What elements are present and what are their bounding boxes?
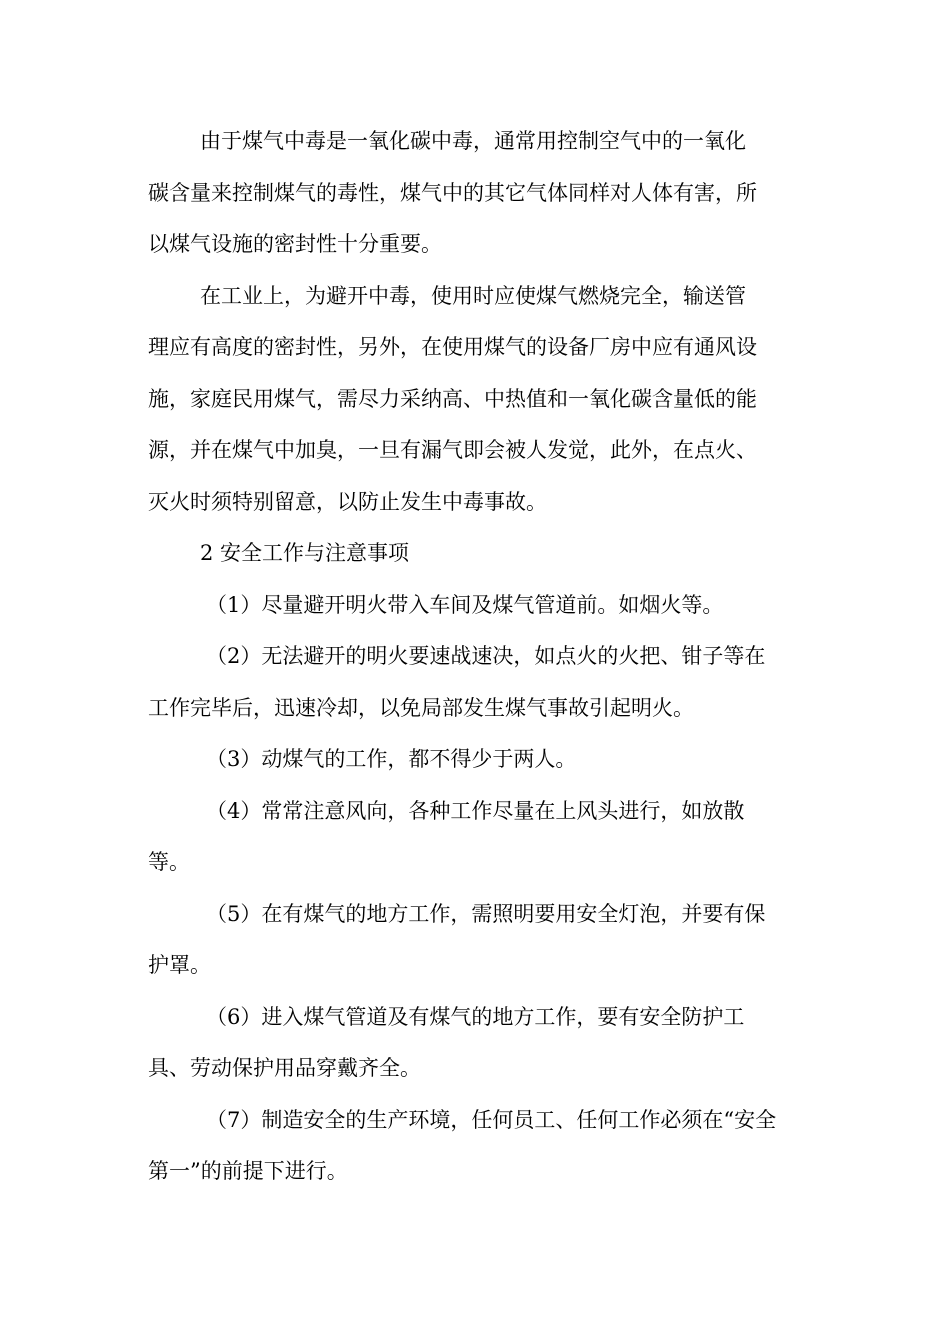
paragraph-2-line-5: 灭火时须特别留意，以防止发生中毒事故。	[148, 489, 547, 514]
item-4-line-1: （4）常常注意风向，各种工作尽量在上风头进行，如放散	[206, 798, 745, 823]
item-4-line-2: 等。	[148, 850, 190, 874]
item-6-line-1: （6）进入煤气管道及有煤气的地方工作，要有安全防护工	[206, 1004, 745, 1029]
item-5-line-1: （5）在有煤气的地方工作，需照明要用安全灯泡，并要有保	[206, 901, 766, 926]
section-heading: 2 安全工作与注意事项	[200, 541, 410, 565]
paragraph-1-line-1: 由于煤气中毒是一氧化碳中毒，通常用控制空气中的一氧化	[200, 129, 746, 153]
paragraph-2-line-3: 施，家庭民用煤气，需尽力采纳高、中热值和一氧化碳含量低的能	[148, 386, 757, 411]
item-7-line-2: 第一”的前提下进行。	[148, 1159, 348, 1183]
paragraph-1-line-3: 以煤气设施的密封性十分重要。	[148, 232, 442, 256]
paragraph-2-line-2: 理应有高度的密封性，另外，在使用煤气的设备厂房中应有通风设	[148, 335, 757, 359]
item-1-line-1: （1）尽量避开明火带入车间及煤气管道前。如烟火等。	[206, 592, 724, 617]
paragraph-2-line-4: 源，并在煤气中加臭，一旦有漏气即会被人发觉，此外，在点火、	[148, 438, 757, 462]
item-6-line-2: 具、劳动保护用品穿戴齐全。	[148, 1056, 421, 1080]
item-3-line-1: （3）动煤气的工作，都不得少于两人。	[206, 747, 577, 771]
document-body	[148, 116, 804, 1198]
item-2-line-1: （2）无法避开的明火要速战速决，如点火的火把、钳子等在	[206, 644, 766, 668]
item-7-line-1: （7）制造安全的生产环境，任何员工、任何工作必须在“安全	[206, 1107, 777, 1132]
item-5-line-2: 护罩。	[148, 953, 211, 977]
item-2-line-2: 工作完毕后，迅速冷却，以免局部发生煤气事故引起明火。	[148, 695, 694, 720]
paragraph-2-line-1: 在工业上，为避开中毒，使用时应使煤气燃烧完全，输送管	[200, 283, 746, 308]
paragraph-1-line-2: 碳含量来控制煤气的毒性，煤气中的其它气体同样对人体有害，所	[148, 180, 757, 205]
